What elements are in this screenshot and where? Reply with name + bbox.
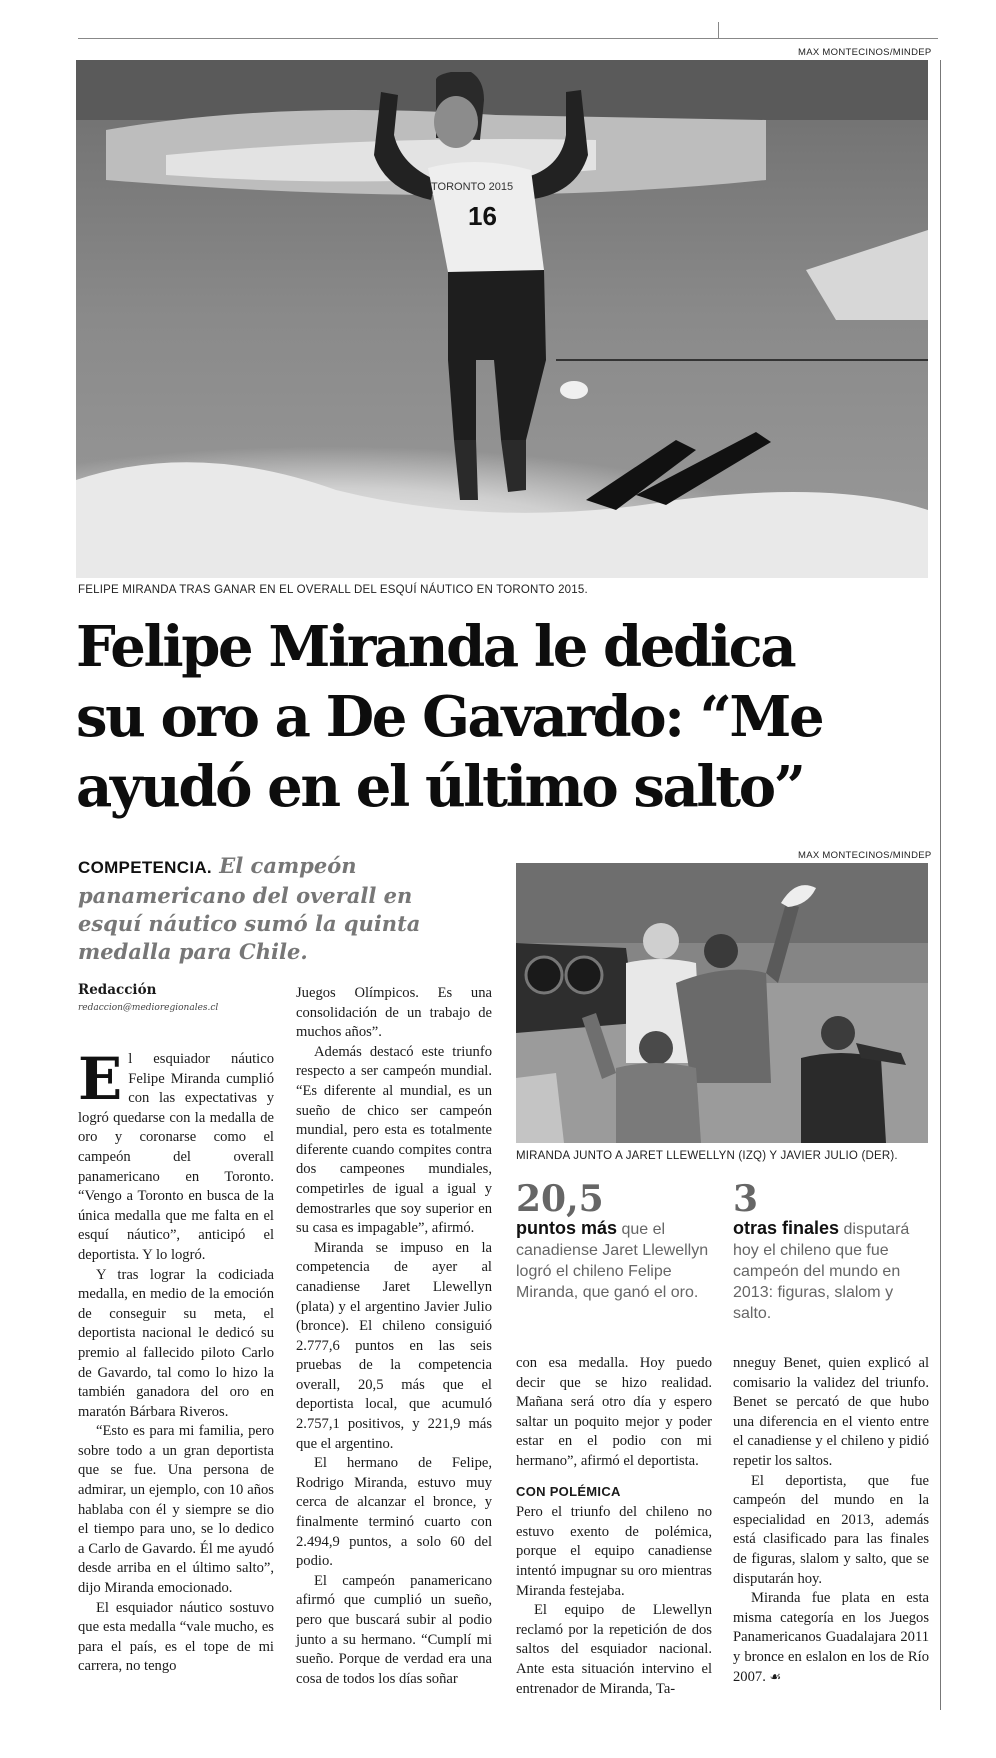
- body-col3-p1: con esa medalla. Hoy puedo decir que se hizo realidad. Mañana será otro día y espero saltar un poquito mejor y poder estar en el podio con mi hermano”, afirmó el deportista.: [516, 1355, 712, 1469]
- body-col1-p1: [78, 1045, 274, 1266]
- end-mark: ☙: [769, 1669, 782, 1685]
- photo-caption-second: MIRANDA JUNTO A JARET LLEWELLYN (IZQ) Y JAVIER JULIO (DER).: [516, 1150, 898, 1162]
- top-rule-tick: [718, 22, 719, 38]
- waterski-photo: [76, 60, 928, 578]
- stat-label-1: puntos más: [516, 1218, 618, 1238]
- byline-author: Redacción: [78, 982, 157, 998]
- bib-number: 16: [468, 201, 497, 231]
- podium-photo: [516, 863, 928, 1143]
- body-col1-p2: Y tras lograr la codiciada medalla, en medio de la emoción de conseguir su meta, el deportista nacional le dedicó su premio al fallecido piloto Carlo de Gavardo, tal como lo hizo la también ganadora del oro en maratón Bárbara Riveros.: [78, 1266, 274, 1420]
- stat-text-1: [516, 1218, 712, 1303]
- body-column-2: [296, 984, 492, 1689]
- body-col4-p2: El deportista, que fue campeón del mundo en la especialidad en 2013, además está clasificado para las finales de figuras, slalom y salto, que se disputarán hoy.: [733, 1472, 929, 1587]
- subhead-polemica: CON POLÉMICA: [516, 1483, 621, 1499]
- column-rule-right: [940, 60, 941, 1710]
- stat-desc-1: que el canadiense Jaret Llewellyn logró el chileno Felipe Miranda, que ganó el oro.: [516, 1221, 709, 1301]
- bib-brand: TORONTO 2015: [431, 181, 514, 193]
- body-col2-p1: Juegos Olímpicos. Es una consolidación de un trabajo de muchos años”.: [296, 985, 492, 1041]
- body-col3-p2: Pero el triunfo del chileno no estuvo exento de polémica, porque el equipo canadiense intentó impugnar su oro mientras Miranda festejaba.: [516, 1504, 712, 1599]
- stat-number-2: 3: [733, 1178, 759, 1220]
- body-col1-p3: “Esto es para mi familia, pero sobre todo a un gran deportista que se fue. Una persona de admirar, un ejemplo, con 10 años hablaba con él y siempre se dio el tiempo para uno, se lo dedico a Carlo de Gavardo. Él me ayudó desde arriba en el último salto”, dijo Miranda emocionado.: [78, 1423, 274, 1597]
- top-rule: [78, 38, 938, 39]
- body-col2-p2: Además destacó este triunfo respecto a ser campeón mundial. “Es diferente al mundial, es un sueño de chico ser campeón mundial, pero esta es totalmente diferente cuando compites contra dos campeones mundiales, competirles de igual a igual y demostrarles que soy superior en su casa es impagable”, afirmó.: [296, 1043, 492, 1237]
- stat-box-1: [516, 1180, 712, 1303]
- body-col2-p4: El hermano de Felipe, Rodrigo Miranda, estuvo muy cerca de alcanzar el bronce, y finalmente terminó cuarto con 2.494,9 puntos, a solo 60 del podio.: [296, 1455, 492, 1570]
- stat-number-1: 20,5: [516, 1178, 604, 1220]
- kicker-text: El campeón panamericano del overall en esquí náutico sumó la quinta medalla para Chile.: [78, 853, 421, 964]
- body-col2-p3: Miranda se impuso en la competencia de ayer al canadiense Jaret Llewellyn (plata) y el argentino Javier Julio (bronce). El chileno consiguió 2.777,6 puntos en las seis pruebas de la competencia overall, 20,5 más que el deportista local, que acumuló 2.757,1 positivos, y 221,9 más que el argentino.: [296, 1239, 492, 1452]
- body-col4-p3-text: Miranda fue plata en esta misma categoría en los Juegos Panamericanos Guadalajara 2011 y bronce en eslalon en los de Río 2007.: [733, 1590, 929, 1685]
- headline-line-1: Felipe Miranda le dedica: [76, 614, 795, 680]
- byline-email: redaccion@medioregionales.cl: [78, 1003, 219, 1013]
- body-column-1: [78, 1045, 274, 1677]
- body-col1-p1-text: l esquiador náutico Felipe Miranda cumplió con las expectativas y logró quedarse con la medalla de oro y coronarse como el campeón del overall panamericano en Toronto. “Vengo a Toronto en busca de la única medalla que me falta en el esquí náutico”, anticipó el deportista. Y lo logró.: [78, 1051, 274, 1263]
- body-column-3: [516, 1354, 712, 1699]
- waterski-photo-art: [76, 60, 928, 578]
- body-col3-p3: El equipo de Llewellyn reclamó por la repetición de dos saltos del esquiador nacional. Ante esta situación intervino el entrenador de Miranda, Ta-: [516, 1602, 712, 1697]
- body-col4-p3: [733, 1589, 929, 1687]
- kicker: [78, 852, 478, 966]
- stat-text-2: [733, 1218, 929, 1324]
- body-col1-p4: El esquiador náutico sostuvo que esta medalla “vale mucho, es para el país, es el tope de mi carrera, no tengo: [78, 1599, 274, 1675]
- photo-credit-second: MAX MONTECINOS/MINDEP: [798, 850, 932, 861]
- photo-caption-top: FELIPE MIRANDA TRAS GANAR EN EL OVERALL DEL ESQUÍ NÁUTICO EN TORONTO 2015.: [78, 584, 588, 596]
- body-column-4: [733, 1354, 929, 1687]
- body-col4-p1: nneguy Benet, quien explicó al comisario la validez del triunfo. Benet se percató de que hubo una diferencia en el viento entre el canadiense y el chileno y pidió repetir los saltos.: [733, 1355, 929, 1469]
- body-col2-p5: El campeón panamericano afirmó que cumplió un sueño, pero que buscará subir al podio junto a su hermano. “Cumplí mi sueño. Porque de verdad era una cosa de todos los días soñar: [296, 1572, 492, 1687]
- headline-line-3: ayudó en el último salto”: [76, 754, 804, 820]
- stat-box-2: [733, 1180, 929, 1324]
- photo-credit-top: MAX MONTECINOS/MINDEP: [798, 47, 932, 58]
- podium-photo-art: [516, 863, 928, 1143]
- headline: [76, 612, 926, 822]
- stat-label-2: otras finales: [733, 1218, 840, 1238]
- kicker-label: COMPETENCIA.: [78, 858, 212, 877]
- dropcap: E: [78, 1045, 123, 1113]
- stat-desc-2: disputará hoy el chileno que fue campeón del mundo en 2013: figuras, slalom y salto.: [733, 1221, 910, 1322]
- headline-line-2: su oro a De Gavardo: “Me: [76, 684, 823, 750]
